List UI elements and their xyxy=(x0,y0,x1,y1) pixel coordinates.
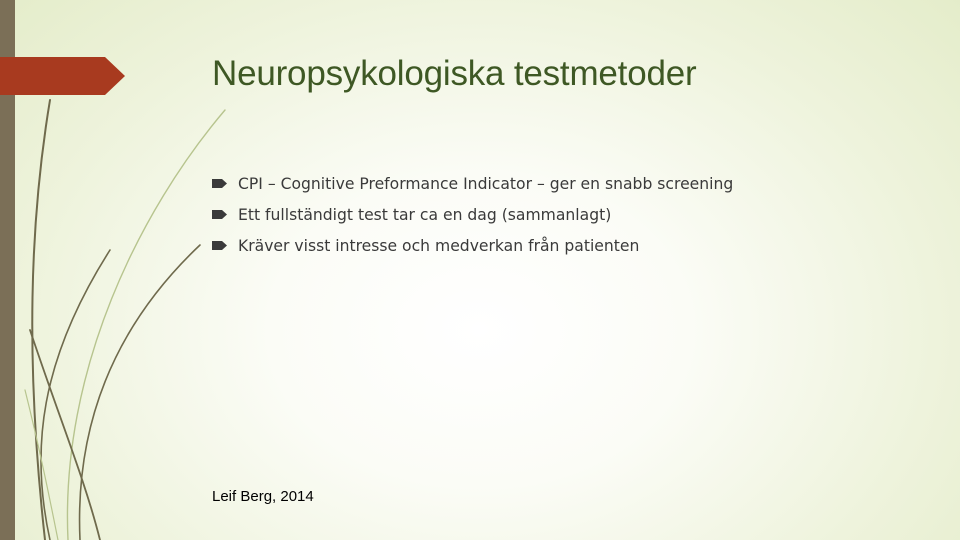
slide-title: Neuropsykologiska testmetoder xyxy=(212,54,697,93)
arrow-right-bullet-icon xyxy=(212,240,227,251)
bullet-item xyxy=(212,203,733,234)
bullet-text: Ett fullständigt test tar ca en dag (sammanlagt) xyxy=(238,206,612,224)
arrow-right-bullet-icon xyxy=(212,209,227,220)
title-accent-arrow xyxy=(0,57,125,95)
slide-footer: Leif Berg, 2014 xyxy=(212,488,314,505)
bullet-item xyxy=(212,234,733,265)
arrow-right-bullet-icon xyxy=(212,178,227,189)
bullet-text: CPI – Cognitive Preformance Indicator – ger en snabb screening xyxy=(238,175,734,193)
bullet-list xyxy=(212,172,733,265)
bullet-text: Kräver visst intresse och medverkan från patienten xyxy=(238,237,640,255)
bullet-item xyxy=(212,172,733,203)
